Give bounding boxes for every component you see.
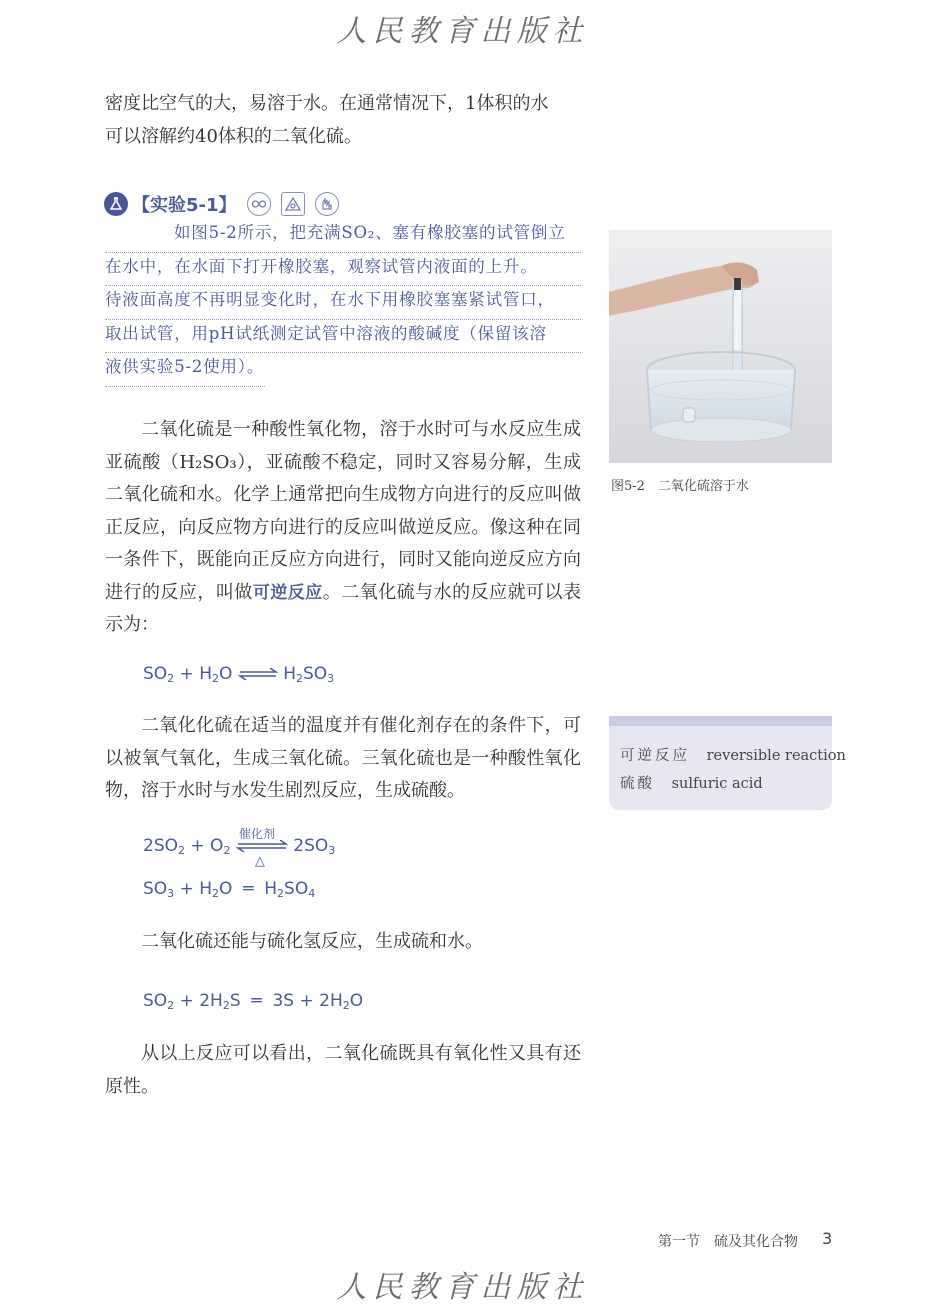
equation-so2-oxygen: $2SO_2 + O_2$ 催化剂 △ $2SO_3$ — [143, 827, 336, 869]
paragraph-line: 可以溶解约40体积的二氧化硫。 — [105, 125, 362, 147]
wash-hands-icon — [315, 192, 339, 216]
paragraph-line: 密度比空气的大，易溶于水。在通常情况下，1体积的水 — [105, 93, 549, 114]
equation-so2-water: $SO_2 + H_2O$ $H_2SO_3$ — [143, 664, 335, 685]
paragraph-reversible-reaction — [105, 414, 581, 642]
experiment-title: 【实验5-1】 — [132, 195, 237, 216]
figure-photo — [609, 230, 832, 463]
heat-symbol: △ — [254, 854, 265, 869]
glossary-term-zh: 硫酸 — [620, 776, 655, 792]
paragraph-h2s: 二氧化硫还能与硫化氢反应，生成硫和水。 — [141, 931, 483, 952]
section-footer: 第一节 硫及其化合物 — [658, 1234, 798, 1250]
equation-so3-water: $SO_3 + H_2O$ ═ $H_2SO_4$ — [143, 879, 316, 900]
experiment-line: 取出试管，用pH试纸测定试管中溶液的酸碱度（保留该溶 — [105, 320, 581, 354]
reversible-arrow-icon — [238, 668, 278, 680]
catalyst-label: 催化剂 — [238, 827, 275, 841]
paragraph-so3: 二氧化化硫在适当的温度并有催化剂存在的条件下，可以被氧气氧化，生成三氧化硫。三氧化硫也是一种酸性氧化物，溶于水时与水发生剧烈反应，生成硫酸。 — [105, 715, 581, 801]
experiment-line: 液供实验5-2使用）。 — [105, 353, 265, 387]
publisher-watermark-bottom: 人民教育出版社 — [336, 1270, 589, 1305]
equation-so2-h2s: $SO_2 + 2H_2S$ ═ $3S + 2H_2O$ — [143, 991, 364, 1012]
glossary-item — [620, 744, 846, 765]
paragraph-text: 二氧化硫是一种酸性氧化物，溶于水时可与水反应生成亚硫酸（H₂SO₃），亚硫酸不稳定，同时又容易分解，生成二氧化硫和水。化学上通常把向生成物方向进行的反应叫做正反应，向反应物方向进行的反应叫做逆反应。像这种在同一条件下，既能向正反应方向进行，同时又能向逆反应方向进行的反应，叫做 — [105, 419, 581, 603]
figure-caption: 图5-2 二氧化硫溶于水 — [611, 479, 749, 494]
reversible-arrow-icon — [236, 840, 288, 852]
glossary-item — [620, 772, 763, 793]
experiment-line: 如图5-2所示，把充满SO₂、塞有橡胶塞的试管倒立 — [105, 219, 581, 253]
glossary-term-zh: 可逆反应 — [620, 748, 690, 764]
experiment-line: 在水中，在水面下打开橡胶塞，观察试管内液面的上升。 — [105, 253, 581, 287]
experiment-line: 待液面高度不再明显变化时，在水下用橡胶塞塞紧试管口， — [105, 286, 581, 320]
goggles-icon — [247, 192, 271, 216]
glossary-box — [609, 716, 846, 810]
experiment-header — [104, 190, 349, 218]
page-number: 3 — [822, 1229, 833, 1248]
ventilation-icon — [281, 192, 305, 216]
keyword-reversible-reaction: 可逆反应 — [252, 582, 323, 603]
paragraph-conclusion: 从以上反应可以看出，二氧化硫既具有氧化性又具有还原性。 — [105, 1043, 581, 1097]
publisher-watermark-top: 人民教育出版社 — [336, 14, 589, 49]
glossary-term-en: sulfuric acid — [671, 776, 763, 792]
paragraph-density — [105, 88, 581, 153]
sulfur-dioxide-dissolve-illustration — [609, 230, 832, 463]
glossary-term-en: reversible reaction — [706, 748, 846, 764]
experiment-body — [105, 219, 581, 387]
flask-icon — [104, 192, 128, 216]
paragraph-text: 。二氧化硫与水的反应就可以表示为： — [105, 581, 582, 635]
